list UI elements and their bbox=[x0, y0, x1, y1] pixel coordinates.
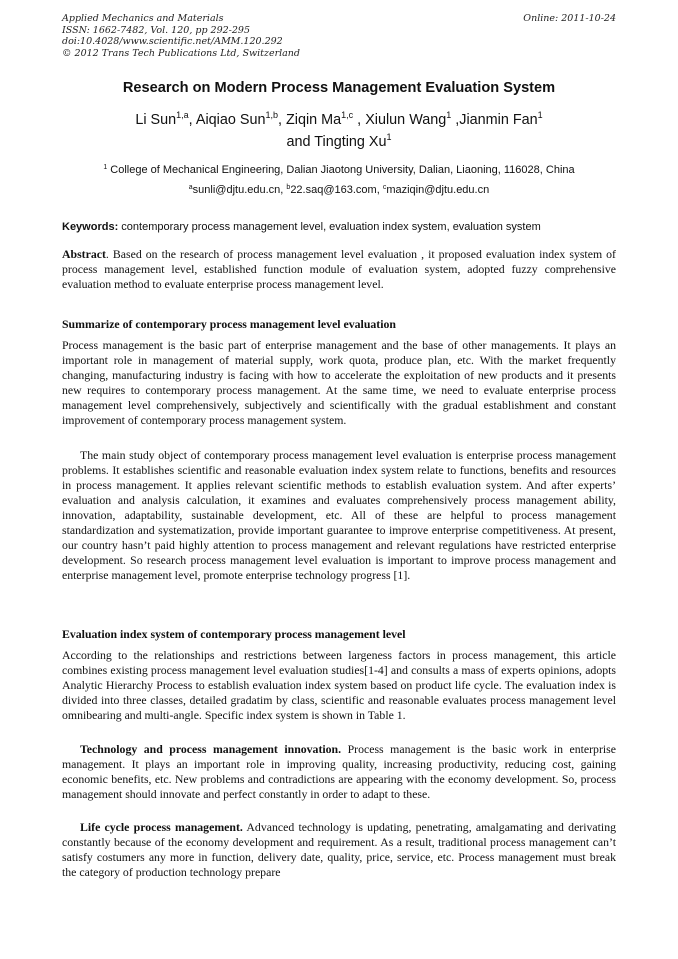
email-mark: a bbox=[188, 184, 193, 191]
author-separator: , bbox=[451, 112, 460, 128]
author-affil-mark: 1 bbox=[537, 110, 543, 120]
paragraph-lead: Technology and process management innovation. bbox=[80, 742, 342, 756]
body-paragraph bbox=[62, 742, 616, 802]
copyright-line: © 2012 Trans Tech Publications Ltd, Switzerland bbox=[62, 47, 301, 59]
email-address[interactable]: maziqin@djtu.edu.cn bbox=[386, 184, 490, 196]
section-heading: Evaluation index system of contemporary process management level bbox=[62, 627, 406, 641]
abstract-label: Abstract bbox=[62, 247, 106, 261]
author-separator: , bbox=[188, 112, 196, 128]
author-affil-mark: 1,b bbox=[265, 110, 278, 120]
author-line-2 bbox=[62, 131, 616, 153]
email-mark: c bbox=[382, 184, 387, 191]
keywords-label: Keywords: bbox=[62, 221, 119, 233]
affiliation bbox=[62, 164, 616, 177]
body-paragraph: According to the relationships and restrictions between largeness factors in process management, this article combines existing process management level evaluation studies[1-4] and consults a mass of experts opinions, adopts Analytic Hierarchy Process to establish evaluation index system based on product life cycle. The evaluation index is divided into three classes, detailed gradatim by class, scientific and reasonable evaluates process management level omnibearing and multi-angle. Specific index system is shown in Table 1. bbox=[62, 648, 616, 722]
author-affil-mark: 1,c bbox=[341, 110, 354, 120]
author-separator: , bbox=[353, 112, 366, 128]
author-affil-mark: 1,a bbox=[176, 110, 189, 120]
author-line-1 bbox=[62, 109, 616, 131]
author-name: Aiqiao Sun bbox=[195, 112, 266, 128]
body-paragraph bbox=[62, 820, 616, 880]
abstract-text: . Based on the research of process management level evaluation , it proposed evaluation index system of process management level, established function module of evaluation system, adopted fuzzy comprehensive evaluation method to evaluate enterprise process management level. bbox=[62, 247, 616, 291]
email-address[interactable]: sunli@djtu.edu.cn bbox=[192, 184, 281, 196]
paragraph-lead: Life cycle process management. bbox=[80, 820, 243, 834]
author-affil-mark: 1 bbox=[446, 110, 452, 120]
journal-header bbox=[62, 13, 616, 59]
body-paragraph: Process management is the basic part of enterprise management and the base of other managements. It plays an important role in management of material supply, work quota, produce plan, etc. With the market frequently changing, manufacturing industry is facing with how to accelerate the exploitation of new products and it presents new requires to contemporary process management. At the same time, we need to evaluate enterprise process management level comprehensively, subjectively and scientifically with the gradual establishment and constant improvement of contemporary process management system. bbox=[62, 338, 616, 427]
author-name: Tingting Xu bbox=[314, 134, 387, 150]
affiliation-mark: 1 bbox=[103, 164, 108, 171]
email-separator: , bbox=[280, 184, 287, 196]
keywords-text: contemporary process management level, evaluation index system, evaluation system bbox=[118, 221, 541, 233]
email-separator: , bbox=[376, 184, 383, 196]
author-list bbox=[62, 109, 616, 153]
author-name: Xiulun Wang bbox=[365, 112, 447, 128]
paragraph-text: Process management is the basic work in enterprise management. It plays an important role in improving quality, increasing productivity, reducing cost, gaining economic benefits, etc. New problems and contradictions are appearing with the economy development. So, process management should innovate and perfect constantly in order to adapt to these. bbox=[62, 742, 616, 801]
abstract bbox=[62, 247, 616, 292]
author-affil-mark: 1 bbox=[386, 132, 392, 142]
paragraph-text: Advanced technology is updating, penetrating, amalgamating and derivating constantly because of the economy development and requirement. As a result, traditional process management can’t satisfy costumers any more in function, delivery date, quality, price, service, etc. Process management must break the category of production technology prepare bbox=[62, 820, 616, 879]
email-list bbox=[62, 184, 616, 197]
author-name: Li Sun bbox=[135, 112, 177, 128]
doi-line[interactable]: doi:10.4028/www.scientific.net/AMM.120.292 bbox=[62, 36, 283, 47]
body-paragraph: The main study object of contemporary process management level evaluation is enterprise process management problems. It establishes scientific and reasonable evaluation index system relate to functions, benefits and resources in process management. It applies relevant scientific methods to establish evaluation system. And after experts’ evaluation and analysis calculation, it examines and evaluates comprehensively process management ability, innovation, adaptability, sustainable development, etc. All of these are helpful to process management standardization and systematization, provide important guarantee to improve enterprise competitiveness. At present, our country hasn’t paid highly attention to process management and relevant regulations have restricted enterprise development. So research process management level evaluation is important to improve process management and enterprise management level, promote enterprise technology progress [1]. bbox=[62, 448, 616, 582]
section-heading: Summarize of contemporary process management level evaluation bbox=[62, 317, 396, 331]
author-separator: , bbox=[277, 112, 286, 128]
paper-title: Research on Modern Process Management Evaluation System bbox=[122, 80, 556, 96]
email-mark: b bbox=[286, 184, 291, 191]
issn-line: ISSN: 1662-7482, Vol. 120, pp 292-295 bbox=[62, 24, 251, 36]
journal-name: Applied Mechanics and Materials bbox=[62, 13, 224, 24]
online-date: Online: 2011-10-24 bbox=[523, 13, 616, 24]
author-separator: and bbox=[286, 134, 315, 150]
keywords bbox=[62, 220, 616, 234]
email-address[interactable]: 22.saq@163.com bbox=[290, 184, 377, 196]
author-name: Ziqin Ma bbox=[285, 112, 342, 128]
author-name: Jianmin Fan bbox=[459, 112, 538, 128]
affiliation-text: College of Mechanical Engineering, Dalian Jiaotong University, Dalian, Liaoning, 116028, China bbox=[107, 164, 575, 176]
